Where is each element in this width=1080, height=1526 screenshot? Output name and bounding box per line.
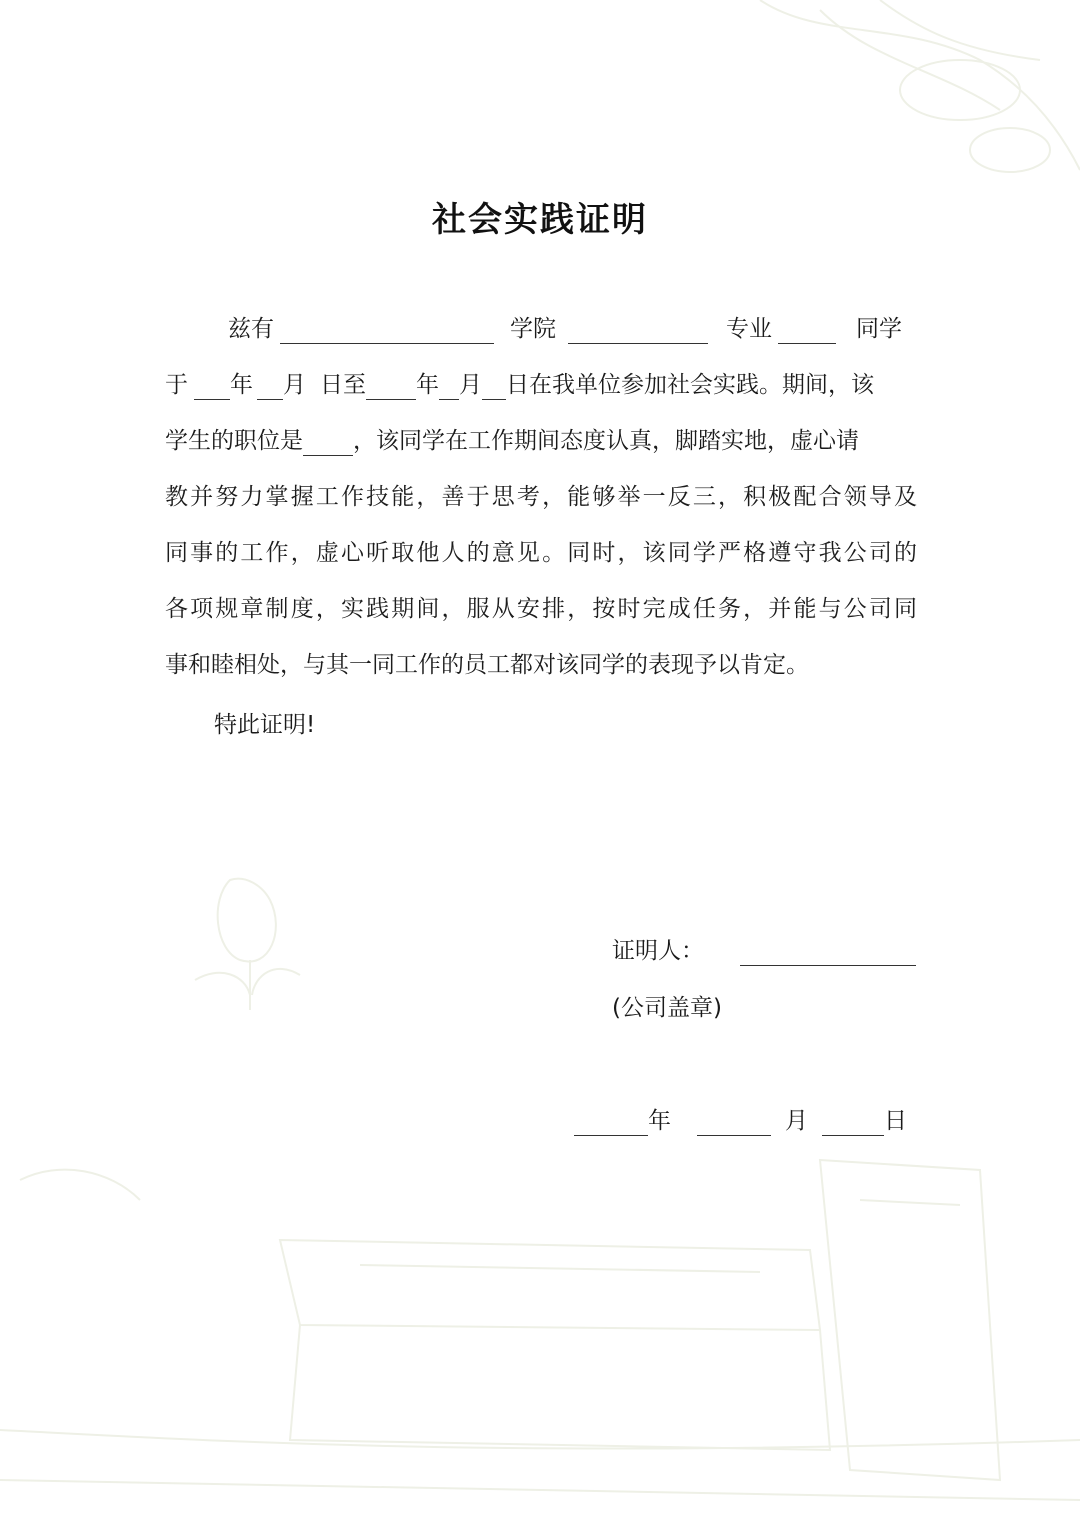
text-month-1: 月 [283,372,306,398]
start-month-blank[interactable] [257,373,283,400]
text-year-1: 年 [230,372,253,398]
date-year-blank[interactable] [574,1109,648,1136]
date-row [574,1106,907,1136]
date-day-label: 日 [884,1108,907,1134]
text-line3-rest: ，该同学在工作期间态度认真，脚踏实地，虚心请 [353,428,859,454]
document-title: 社会实践证明 [432,200,648,240]
end-day-blank[interactable] [482,373,506,400]
paragraph-line-5: 同事的工作，虚心听取他人的意见。同时，该同学严格遵守我公司的 [165,540,917,566]
text-line2-rest: 日在我单位参加社会实践。期间，该 [506,372,874,398]
text-major: 专业 [726,316,772,342]
text-college: 学院 [510,316,556,342]
text-year-2: 年 [416,372,439,398]
major-blank[interactable] [778,317,836,344]
company-stamp-note: (公司盖章) [612,995,722,1021]
closing-statement: 特此证明! [214,712,316,738]
certifier-row [612,936,916,966]
end-month-blank[interactable] [439,373,459,400]
start-year-blank[interactable] [194,373,230,400]
paragraph-line-4: 教并努力掌握工作技能，善于思考，能够举一反三，积极配合领导及 [165,484,917,510]
text-ziyou: 兹有 [228,316,274,342]
date-month-label: 月 [785,1108,808,1134]
end-year-blank[interactable] [366,373,416,400]
paragraph-line-7: 事和睦相处，与其一同工作的员工都对该同学的表现予以肯定。 [165,652,809,678]
date-day-blank[interactable] [822,1109,884,1136]
text-day-to: 日至 [320,372,366,398]
text-position: 学生的职位是 [165,428,303,454]
date-month-blank[interactable] [697,1109,771,1136]
name-blank[interactable] [280,317,494,344]
text-month-2: 月 [459,372,482,398]
position-blank[interactable] [303,429,353,456]
paragraph-line-1 [228,314,902,344]
paragraph-line-3 [165,426,859,456]
college-blank[interactable] [568,317,708,344]
date-year-label: 年 [648,1108,671,1134]
text-student: 同学 [856,316,902,342]
text-yu: 于 [165,372,188,398]
certifier-label: 证明人： [612,938,704,964]
certifier-blank[interactable] [740,939,916,966]
paragraph-line-6: 各项规章制度，实践期间，服从安排，按时完成任务，并能与公司同 [165,596,917,622]
paragraph-line-2 [165,370,874,400]
